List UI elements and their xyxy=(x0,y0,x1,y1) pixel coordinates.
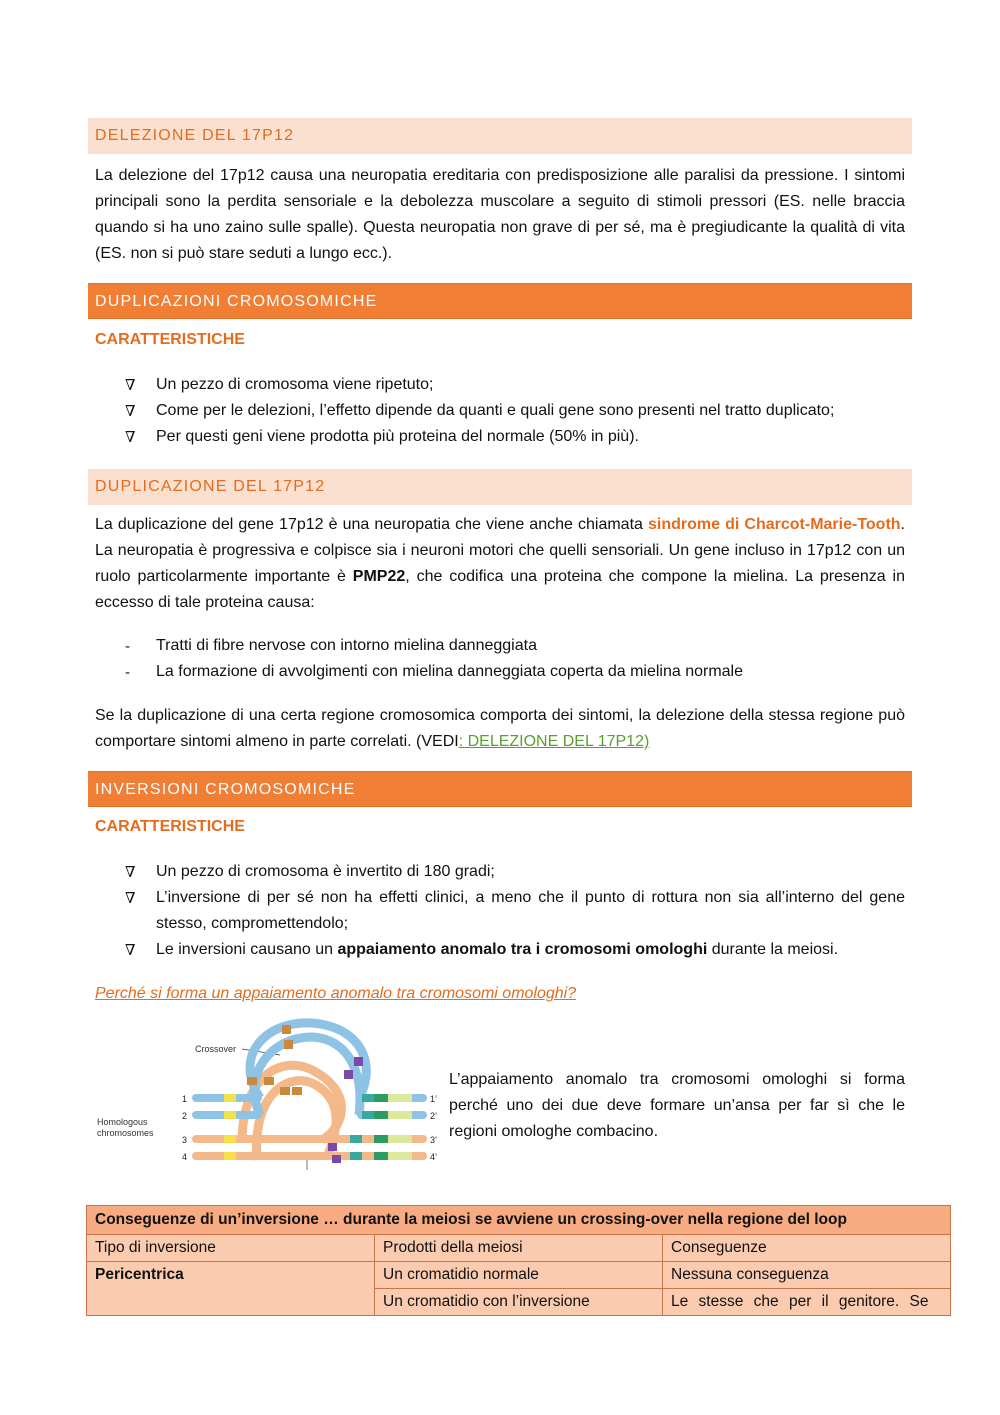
chromosome-number: 4 xyxy=(182,1152,188,1162)
gene-h-4 xyxy=(400,1152,412,1160)
gene-c-2 xyxy=(284,1040,293,1049)
gene-b-4 xyxy=(292,1087,302,1095)
gene-a-1 xyxy=(224,1094,236,1102)
table-row xyxy=(87,1262,951,1289)
table-header-cell: Tipo di inversione xyxy=(87,1235,375,1262)
bullet-icon: ∇ xyxy=(125,941,136,959)
gene-d-2 xyxy=(344,1070,353,1079)
gene-a-2 xyxy=(224,1111,236,1119)
table-cell: Le stesse che per il genitore. Se xyxy=(663,1289,951,1316)
bullet-icon: ∇ xyxy=(125,428,136,446)
gene-h-3 xyxy=(400,1135,412,1143)
list-item: ∇ Per questi geni viene prodotta più proteina del normale (50% in più). xyxy=(95,424,905,450)
gene-e-2 xyxy=(362,1111,374,1119)
table-header-cell: Conseguenze xyxy=(663,1235,951,1262)
chromosome-number: 4’ xyxy=(430,1152,438,1162)
dash-marker: - xyxy=(125,637,131,655)
table-header-row xyxy=(87,1235,951,1262)
subheading-caratteristiche: CARATTERISTICHE xyxy=(95,818,245,835)
gene-f-3 xyxy=(374,1135,388,1143)
table-cell: Nessuna conseguenza xyxy=(663,1262,951,1289)
gene-d-3 xyxy=(328,1143,337,1151)
dash-list-duplicazione xyxy=(95,633,905,685)
gene-f-1 xyxy=(374,1094,388,1102)
chromosome-number: 2 xyxy=(182,1111,188,1121)
list-item: ∇ L’inversione di per sé non ha effetti clinici, a meno che il punto di rottura non sia all’interno del gene stesso, compromettendolo; xyxy=(95,885,905,937)
bullet-list-inversioni xyxy=(95,859,905,963)
paragraph-duplicazione-17p12: La duplicazione del gene 17p12 è una neuropatia che viene anche chiamata sindrome di Charcot-Marie-Tooth. La neuropatia è progressiva e colpisce sia i neuroni motori che quelli sensoriali. Un gene incluso in 17p12 con un ruolo particolarmente importante è PMP22, che codifica una proteina che compone la mielina. La presenza in eccesso di tale proteina causa: xyxy=(95,516,906,611)
chromosome-number: 1’ xyxy=(430,1094,438,1104)
table-title-row xyxy=(87,1206,951,1235)
bullet-icon: ∇ xyxy=(125,376,136,394)
list-item: ∇ Come per le delezioni, l’effetto dipende da quanti e quali gene sono presenti nel tratto duplicato; xyxy=(95,398,905,424)
homologous-label-1: Homologous xyxy=(97,1117,148,1127)
section-heading-duplicazioni: DUPLICAZIONI CROMOSOMICHE xyxy=(88,283,912,319)
chromosome-number: 3’ xyxy=(430,1135,438,1145)
subheading-caratteristiche: CARATTERISTICHE xyxy=(95,331,245,348)
figure-caption-text: L’appaiamento anomalo tra cromosomi omologhi si forma perché uno dei due deve formare un’ansa per far sì che le regioni omologhe combacino. xyxy=(449,1071,905,1140)
table-header-cell: Prodotti della meiosi xyxy=(375,1235,663,1262)
table-cell: Un cromatidio normale xyxy=(375,1262,663,1289)
section-heading-inversioni: INVERSIONI CROMOSOMICHE xyxy=(88,771,912,807)
table-cell: Un cromatidio con l’inversione xyxy=(375,1289,663,1316)
list-item: - La formazione di avvolgimenti con mielina danneggiata coperta da mielina normale xyxy=(95,659,905,685)
cross-reference-link[interactable]: : DELEZIONE DEL 17P12) xyxy=(458,733,650,750)
table-cell: Pericentrica xyxy=(87,1262,375,1316)
dash-marker: - xyxy=(125,663,131,681)
gene-b-2 xyxy=(264,1077,274,1085)
bullet-icon: ∇ xyxy=(125,402,136,420)
gene-e-4 xyxy=(350,1152,362,1160)
syndrome-name: sindrome di Charcot-Marie-Tooth xyxy=(648,516,901,533)
gene-g-4 xyxy=(388,1152,400,1160)
crossover-label: Crossover xyxy=(195,1044,237,1054)
homologous-label-2: chromosomes xyxy=(97,1128,154,1138)
bullet-icon: ∇ xyxy=(125,889,136,907)
gene-g-3 xyxy=(388,1135,400,1143)
gene-f-2 xyxy=(374,1111,388,1119)
gene-a-3 xyxy=(224,1135,236,1143)
chromosome-number: 2’ xyxy=(430,1111,438,1121)
paragraph-correlazione: Se la duplicazione di una certa regione cromosomica comporta dei sintomi, la delezione della stessa regione può comportare sintomi almeno in parte correlati. (VEDI: DELEZIONE DEL 17P12) xyxy=(95,707,905,750)
gene-h-2 xyxy=(400,1111,412,1119)
gene-e-3 xyxy=(350,1135,362,1143)
gene-f-4 xyxy=(374,1152,388,1160)
gene-g-1 xyxy=(388,1094,400,1102)
section-heading-duplicazione-17p12: DUPLICAZIONE DEL 17P12 xyxy=(88,469,912,505)
bullet-icon: ∇ xyxy=(125,863,136,881)
gene-b-3 xyxy=(280,1087,290,1095)
gene-b-1 xyxy=(247,1077,257,1085)
inversion-loop-figure xyxy=(92,1015,442,1175)
consequences-table xyxy=(86,1205,951,1316)
gene-a-4 xyxy=(224,1152,236,1160)
chromosome-number: 1 xyxy=(182,1094,188,1104)
gene-e-1 xyxy=(362,1094,374,1102)
gene-d-1 xyxy=(354,1057,363,1066)
gene-c-1 xyxy=(282,1025,291,1034)
bullet-list-duplicazioni xyxy=(95,372,905,450)
gene-name: PMP22 xyxy=(352,568,406,585)
chromosome-number: 3 xyxy=(182,1135,188,1145)
table-title: Conseguenze di un’inversione … durante la meiosi se avviene un crossing-over nella regione del loop xyxy=(87,1206,951,1235)
gene-d-4 xyxy=(332,1155,341,1163)
question-heading: Perché si forma un appaiamento anomalo tra cromosomi omologhi? xyxy=(95,985,577,1002)
list-item: ∇ Un pezzo di cromosoma viene ripetuto; xyxy=(95,372,905,398)
paragraph-delezione: La delezione del 17p12 causa una neuropatia ereditaria con predisposizione alle paralisi da pressione. I sintomi principali sono la perdita sensoriale e la debolezza muscolare a seguito di stimoli pressori (ES. nelle braccia quando si ha uno zaino sulle spalle). Questa neuropatia non grave di per sé, ma è pregiudicante la qualità di vita (ES. non si può stare seduti a lungo ecc.). xyxy=(95,167,905,262)
list-item: ∇ Le inversioni causano un appaiamento anomalo tra i cromosomi omologhi durante la meiosi. xyxy=(95,937,905,963)
gene-g-2 xyxy=(388,1111,400,1119)
list-item: - Tratti di fibre nervose con intorno mielina danneggiata xyxy=(95,633,905,659)
gene-h-1 xyxy=(400,1094,412,1102)
section-heading-delezione: DELEZIONE DEL 17P12 xyxy=(88,118,912,154)
list-item: ∇ Un pezzo di cromosoma è invertito di 180 gradi; xyxy=(95,859,905,885)
